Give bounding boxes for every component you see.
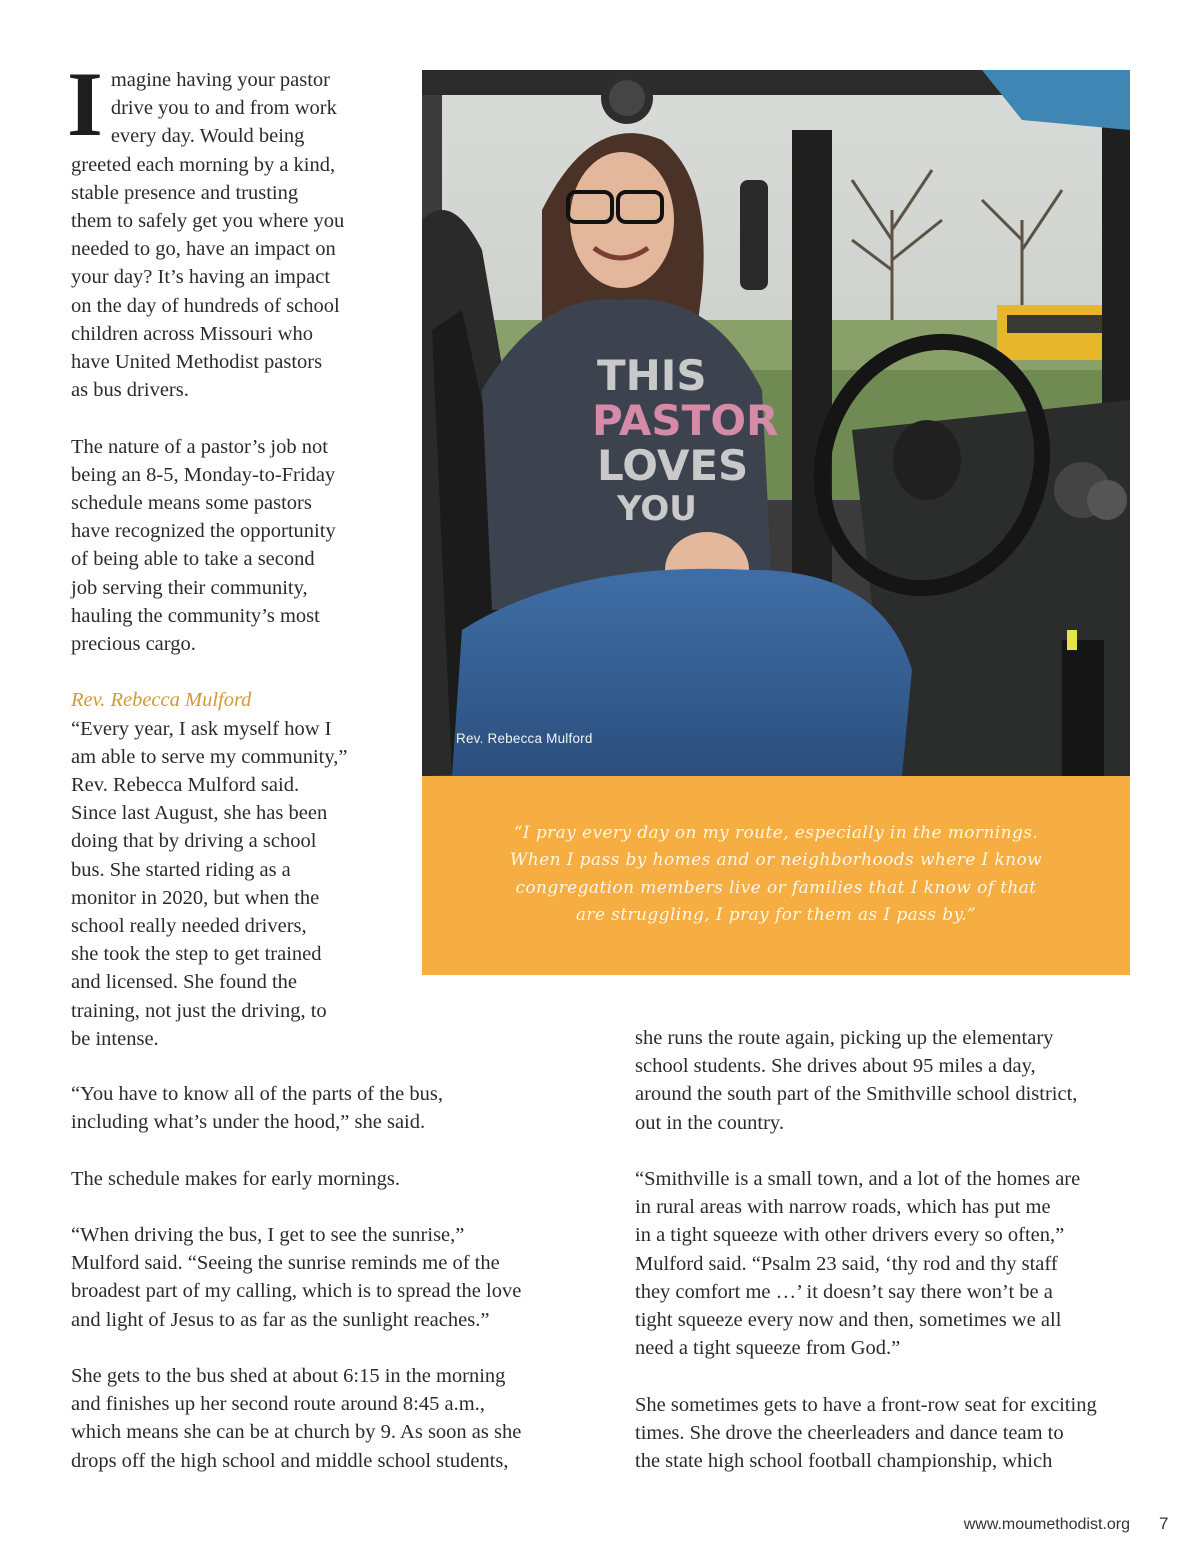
text-line: bus. She started riding as a bbox=[71, 858, 291, 881]
photo-illustration bbox=[422, 70, 1130, 776]
text-line: out in the country. bbox=[635, 1111, 784, 1134]
pull-quote-text bbox=[422, 820, 1130, 930]
quote-line: When I pass by homes and or neighborhoods where I know bbox=[509, 850, 1043, 871]
pull-quote-box bbox=[422, 776, 1130, 975]
text-line: and light of Jesus to as far as the sunlight reaches.” bbox=[71, 1308, 490, 1331]
text-line: Mulford said. “Psalm 23 said, ‘thy rod and thy staff bbox=[635, 1252, 1058, 1275]
text-line: she took the step to get trained bbox=[71, 943, 322, 966]
text-line: hauling the community’s most bbox=[71, 604, 320, 627]
text-line: children across Missouri who bbox=[71, 322, 313, 345]
text-line: needed to go, have an impact on bbox=[71, 238, 336, 261]
article-column-right bbox=[635, 1024, 1155, 1503]
text-line: of being able to take a second bbox=[71, 548, 315, 571]
text-line: have recognized the opportunity bbox=[71, 520, 336, 543]
dropcap: I bbox=[67, 53, 103, 155]
text-line: they comfort me …’ it doesn’t say there won’t be a bbox=[635, 1280, 1053, 1303]
text-line: Rev. Rebecca Mulford said. bbox=[71, 774, 300, 797]
text-line: which means she can be at church by 9. As soon as she bbox=[71, 1421, 522, 1444]
paragraph bbox=[635, 1165, 1155, 1362]
text-line: drops off the high school and middle school students, bbox=[71, 1449, 509, 1472]
paragraph bbox=[635, 1391, 1155, 1476]
paragraph bbox=[71, 1080, 591, 1136]
text-line: school really needed drivers, bbox=[71, 915, 307, 938]
footer-url[interactable]: www.moumethodist.org bbox=[963, 1516, 1130, 1533]
text-line: broadest part of my calling, which is to spread the love bbox=[71, 1280, 522, 1303]
text-line: around the south part of the Smithville school district, bbox=[635, 1083, 1078, 1106]
text-line: am able to serve my community,” bbox=[71, 745, 348, 768]
text-line: school students. She drives about 95 miles a day, bbox=[635, 1055, 1036, 1078]
page-number: 7 bbox=[1159, 1514, 1169, 1533]
text-line: magine having your pastor bbox=[110, 69, 330, 91]
text-line: The nature of a pastor’s job not bbox=[71, 435, 328, 458]
paragraph bbox=[71, 1221, 591, 1334]
text-line: Since last August, she has been bbox=[71, 802, 328, 825]
text-line: need a tight squeeze from God.” bbox=[635, 1337, 901, 1360]
text-line: training, not just the driving, to bbox=[71, 999, 327, 1022]
text-line: job serving their community, bbox=[71, 576, 308, 599]
section-subhead: Rev. Rebecca Mulford bbox=[71, 689, 252, 712]
intro-paragraph bbox=[67, 53, 401, 404]
text-line: including what’s under the hood,” she said. bbox=[71, 1111, 426, 1134]
text-line: Mulford said. “Seeing the sunrise reminds me of the bbox=[71, 1252, 500, 1275]
sweatshirt-text: PASTOR bbox=[592, 396, 779, 445]
text-line: as bus drivers. bbox=[71, 379, 189, 402]
article-column-left bbox=[67, 53, 401, 1081]
text-line: She sometimes gets to have a front-row seat for exciting bbox=[635, 1393, 1097, 1416]
quote-line: “I pray every day on my route, especially in the mornings. bbox=[513, 823, 1039, 843]
photo-caption: Rev. Rebecca Mulford bbox=[456, 731, 593, 746]
text-line: them to safely get you where you bbox=[71, 210, 345, 233]
text-line: monitor in 2020, but when the bbox=[71, 886, 320, 909]
text-line: The schedule makes for early mornings. bbox=[71, 1167, 401, 1190]
paragraph bbox=[71, 433, 401, 659]
text-line: on the day of hundreds of school bbox=[71, 294, 340, 317]
text-line: the state high school football championship, which bbox=[635, 1450, 1053, 1473]
text-line: “Smithville is a small town, and a lot of the homes are bbox=[635, 1168, 1081, 1190]
quote-line: are struggling, I pray for them as I pass by.” bbox=[575, 905, 977, 926]
sweatshirt-text: LOVES bbox=[597, 441, 749, 490]
text-line: she runs the route again, picking up the elementary bbox=[635, 1027, 1054, 1049]
photo-rebecca-mulford bbox=[422, 70, 1130, 776]
text-line: be intense. bbox=[71, 1027, 159, 1050]
text-line: times. She drove the cheerleaders and dance team to bbox=[635, 1421, 1064, 1444]
text-line: stable presence and trusting bbox=[71, 181, 299, 204]
text-line: and licensed. She found the bbox=[71, 971, 298, 994]
text-line: greeted each morning by a kind, bbox=[71, 153, 336, 176]
quote-line: congregation members live or families that I know of that bbox=[515, 877, 1037, 898]
text-line: “When driving the bus, I get to see the sunrise,” bbox=[71, 1223, 465, 1246]
text-line: your day? It’s having an impact bbox=[71, 266, 331, 289]
paragraph bbox=[71, 686, 401, 1053]
text-line: doing that by driving a school bbox=[71, 830, 317, 853]
text-line: and finishes up her second route around 8:45 a.m., bbox=[71, 1393, 485, 1416]
text-line: “You have to know all of the parts of the bus, bbox=[71, 1083, 443, 1105]
text-line: being an 8-5, Monday-to-Friday bbox=[71, 463, 336, 486]
paragraph bbox=[635, 1024, 1155, 1137]
text-line: tight squeeze every now and then, sometimes we all bbox=[635, 1309, 1062, 1332]
text-line: She gets to the bus shed at about 6:15 in the morning bbox=[71, 1364, 506, 1387]
text-line: every day. Would being bbox=[110, 125, 305, 148]
paragraph bbox=[71, 1362, 591, 1475]
text-line: in rural areas with narrow roads, which has put me bbox=[635, 1196, 1051, 1219]
text-line: “Every year, I ask myself how I bbox=[71, 717, 332, 740]
text-line: precious cargo. bbox=[71, 633, 196, 656]
text-line: in a tight squeeze with other drivers every so often,” bbox=[635, 1224, 1065, 1247]
text-line: schedule means some pastors bbox=[71, 492, 312, 515]
sweatshirt-text: YOU bbox=[617, 489, 697, 529]
text-line: drive you to and from work bbox=[110, 97, 337, 120]
sweatshirt-text: THIS bbox=[597, 351, 707, 400]
text-line: have United Methodist pastors bbox=[71, 351, 323, 374]
paragraph bbox=[71, 1165, 591, 1193]
article-column-bottom-left bbox=[71, 1080, 591, 1503]
